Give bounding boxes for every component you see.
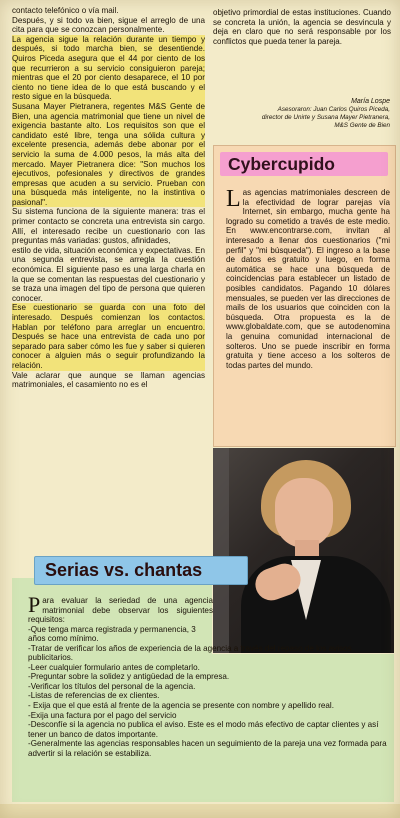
byline bbox=[220, 98, 390, 130]
lead-text: ara evaluar la seriedad de una agencia matrimonial debe observar los siguientes requisitos: bbox=[28, 596, 213, 625]
drop-cap: P bbox=[28, 592, 41, 617]
photo-face bbox=[275, 478, 333, 548]
requirement-item: -Verificar los títulos del personal de la agencia. bbox=[28, 681, 196, 691]
serias-title-banner bbox=[34, 556, 248, 585]
requirement-item: -Preguntar sobre la solidez y antigüedad de la empresa. bbox=[28, 672, 230, 682]
article-right-column bbox=[213, 8, 391, 46]
article-paragraph: Vale aclarar que aunque se llaman agencias matrimoniales, el casamiento no es el bbox=[12, 370, 205, 390]
article-left-column bbox=[12, 6, 205, 390]
serias-vs-chantas-box bbox=[12, 556, 394, 802]
article-paragraph: Después, y si todo va bien, sigue el arreglo de una cita para que se conozcan personalmente. bbox=[12, 15, 205, 35]
requirement-item: -Que tenga marca registrada y permanencia, 3 años como mínimo. bbox=[28, 624, 196, 644]
requirement-item: -Generalmente las agencias responsables hacen un seguimiento de la pareja una vez formada para advertir si la relación se estabiliza. bbox=[28, 739, 387, 758]
article-paragraph: estilo de vida, situación económica y expectativas. En una segunda entrevista, se arregla la cuestión económica. El siguiente paso es una larga charla en la que se comentan las respuestas del cuestionario y se traza una imagen del tipo de persona que quieren conocer. bbox=[12, 245, 206, 303]
author-name: María Lospe bbox=[351, 98, 390, 105]
requirements-list bbox=[28, 625, 388, 759]
requirement-item: -Leer cualquier formulario antes de completarlo. bbox=[28, 662, 200, 672]
credit-line: Asesoraron: Juan Carlos Quiros Piceda, bbox=[277, 106, 390, 113]
article-paragraph: objetivo primordial de estas instituciones. Cuando se concreta la unión, la agencia se desvincula y deja en claro que no será responsable por los conflictos que pueda tener la pareja. bbox=[213, 8, 391, 46]
article-paragraph: contacto telefónico o vía mail. bbox=[12, 6, 119, 15]
credit-line: M&S Gente de Bien bbox=[334, 122, 390, 129]
serias-lead bbox=[28, 592, 213, 625]
serias-body bbox=[28, 592, 388, 758]
requirement-item: -Listas de referencias de ex clientes. bbox=[28, 691, 160, 701]
drop-cap: L bbox=[226, 186, 241, 212]
cybercupido-sidebar bbox=[213, 145, 396, 447]
article-paragraph: Su sistema funciona de la siguiente manera: tras el primer contacto se concreta una entrevista sin cargo. Allí, el interesado recibe un cuestionario con las preguntas más variadas: gustos, afinidades, bbox=[12, 207, 205, 246]
requirement-item: -Exija una factura por el pago del servicio bbox=[28, 710, 177, 720]
requirement-item: -Tratar de verificar los años de experiencia de la agencia a través del repaso de los avisos publicitarios. bbox=[28, 643, 352, 663]
article-paragraph-highlighted: Susana Mayer Pietranera, regentes M&S Gente de Bien, una agencia matrimonial que tiene un nivel de exigencia bastante alto. Los requisitos son que el candidato esté libre, tenga una sólida cultura y excelente presencia, además debe abonar por el servicio la suma de 4.000 pesos, la más alta del mercado. Mayer Pietranera dice: "Son muchos los ejecutivos, pofesionales y directivos de grandes empresas que acuden a su servicio. Prueban con una búsqueda más inteligente, no la instintiva o pasional". bbox=[12, 101, 205, 207]
article-paragraph-highlighted: Ese cuestionario se guarda con una foto del interesado. Después comienzan los contactos. Hablan por teléfono para arreglar un encuentro. Después se hace una entrevista de cada uno por separado para saber cómo les fue y saber si quieren conocer a alguien más o seguir profundizando la relación. bbox=[12, 303, 205, 370]
sidebar-title: Cybercupido bbox=[228, 154, 335, 174]
sidebar-text: as agencias matrimoniales descreen de la efectividad de lograr parejas vía Internet, sin embargo, mucha gente ha logrado su cometido a través de este medio. En www.encontrarse.com, invitan al interesado a llenar dos cuestionarios ("mi perfil" y "mi búsqueda"). El ingreso a la base de datos es gratuito y luego, en forma automática se hace una búsqueda de coincidencias para establecer un listado de posibles candidatos. Pagando 10 dólares mensuales, se pueden ver las direcciones de mails de los usuarios que coinciden con la búsqueda. Otra propuesta es la de www.globaldate.com, que se autodenomina la genuina comunidad internacional de solteros. Uno se puede inscribir en forma gratuita y tiene acceso a los solteros de todas partes del mundo. bbox=[226, 188, 390, 370]
requirement-item: - Exija que el que está al frente de la agencia se presente con nombre y apellido real. bbox=[28, 701, 334, 711]
box-title: Serias vs. chantas bbox=[45, 560, 203, 580]
cybercupido-title-banner bbox=[220, 152, 388, 176]
article-paragraph-highlighted: La agencia sigue la relación durante un tiempo y después, si todo marcha bien, se desentiende. Quiros Piceda asegura que el 44 por ciento de los que recurrieron a su servicio consiguieron pareja; mientras que el 20 por ciento desaparece, el 10 por ciento no tiene idea de lo que está buscando y el resto sigue en la búsqueda. bbox=[12, 34, 205, 102]
page-bottom-margin bbox=[0, 804, 400, 818]
requirement-item: -Desconfíe si la agencia no publica el aviso. Este es el modo más efectivo de captar clientes y así tener un banco de datos importante. bbox=[28, 720, 379, 739]
credit-line: director de Unirte y Susana Mayer Pietranera, bbox=[261, 114, 390, 121]
sidebar-body bbox=[226, 188, 390, 370]
